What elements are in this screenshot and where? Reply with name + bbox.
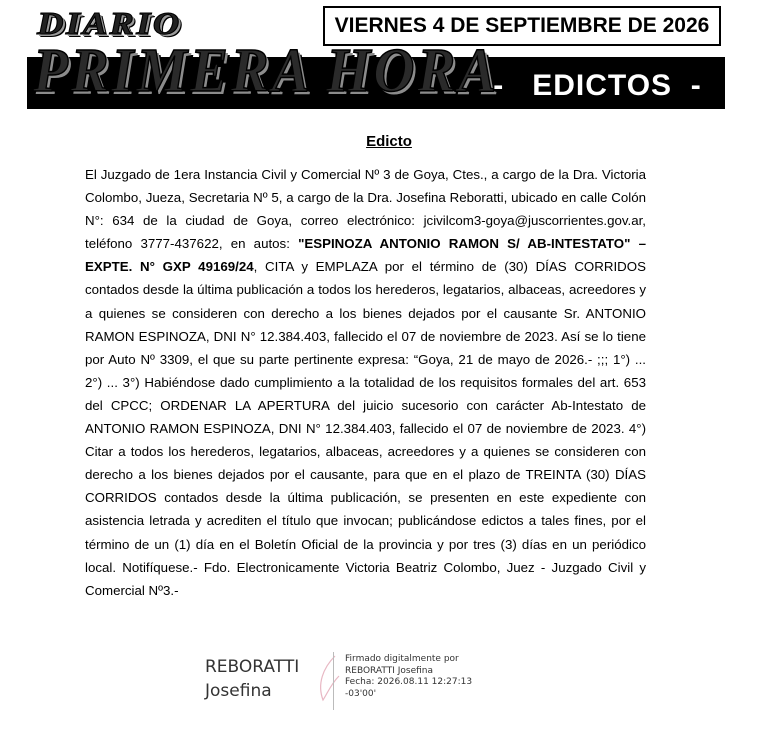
signature-date: Fecha: 2026.08.11 12:27:13: [345, 677, 473, 687]
issue-date: VIERNES 4 DE SEPTIEMBRE DE 2026: [334, 14, 710, 37]
signature-signed-label: Firmado digitalmente por: [345, 654, 459, 664]
digital-signature: [205, 652, 505, 712]
edict-body: [85, 163, 646, 602]
signature-name-block: [205, 655, 299, 703]
signature-divider: [333, 652, 334, 710]
signature-details: [345, 654, 472, 700]
section-title: - EDICTOS -: [493, 69, 702, 102]
edict-text: , CITA y EMPLAZA por el término de (30) DÍAS CORRIDOS contados desde la última publicación a todos los herederos, legatarios, albaceas, acreedores y a quienes se consideren con derecho a los bienes dejados por el causante Sr. ANTONIO RAMON ESPINOZA, DNI N° 12.384.403, fallecido el 07 de noviembre de 2023. Así se lo tiene por Auto Nº 3309, el que su parte pertinente expresa: “Goya, 21 de mayo de 2026.- ;;; 1°) ... 2°) ... 3°) Habiéndose dado cumplimiento a la totalidad de los requisitos formales del art. 653 del CPCC; ORDENAR LA APERTURA del juicio sucesorio con carácter Ab-Intestato de ANTONIO RAMON ESPINOZA, DNI N° 12.384.403, fallecido el 07 de noviembre de 2023. 4°) Citar a todos los herederos, legatarios, albaceas, acreedores y a quienes se consideren con derecho a los bienes dejados por el causante, para que en el plazo de TREINTA (30) DÍAS CORRIDOS contados desde la última publicación, se presenten en este expediente con asistencia letrada y acrediten el título que invocan; publicándose edictos a tales fines, por el término de un (1) día en el Boletín Oficial de la provincia y por tres (3) días en un periódico local. Notifíquese.- Fdo. Electronicamente Victoria Beatriz Colombo, Juez - Juzgado Civil y Comercial Nº3.-: [85, 259, 646, 598]
masthead: [27, 6, 725, 109]
signature-signer: REBORATTI Josefina: [345, 665, 434, 676]
signature-first-name: Josefina: [205, 681, 272, 701]
edict-case-name: "ESPINOZA ANTONIO RAMON S/ AB-INTESTATO" – EXPTE. N° GXP 49169/24: [85, 236, 646, 275]
newspaper-logo: [27, 5, 499, 109]
section-banner: [477, 64, 718, 108]
logo-primera-hora: PRIMERA HORA: [33, 37, 499, 105]
edict-title: Edicto: [366, 133, 412, 150]
signature-surname: REBORATTI: [205, 657, 300, 677]
edict-intro: El Juzgado de 1era Instancia Civil y Comercial Nº 3 de Goya, Ctes., a cargo de la Dra. Victoria Colombo, Jueza, Secretaria Nº 5, a cargo de la Dra. Josefina Reboratti, ubicado en calle Colón N°: 634 de la ciudad de Goya, correo electrónico: jcivilcom3-goya@juscorrientes.gov.ar, teléfono 3777-437622, en autos:: [85, 167, 646, 252]
signature-timezone: -03'00': [345, 688, 377, 699]
signature-flourish-icon: [313, 654, 343, 704]
logo-diario: DIARIO: [37, 5, 182, 41]
